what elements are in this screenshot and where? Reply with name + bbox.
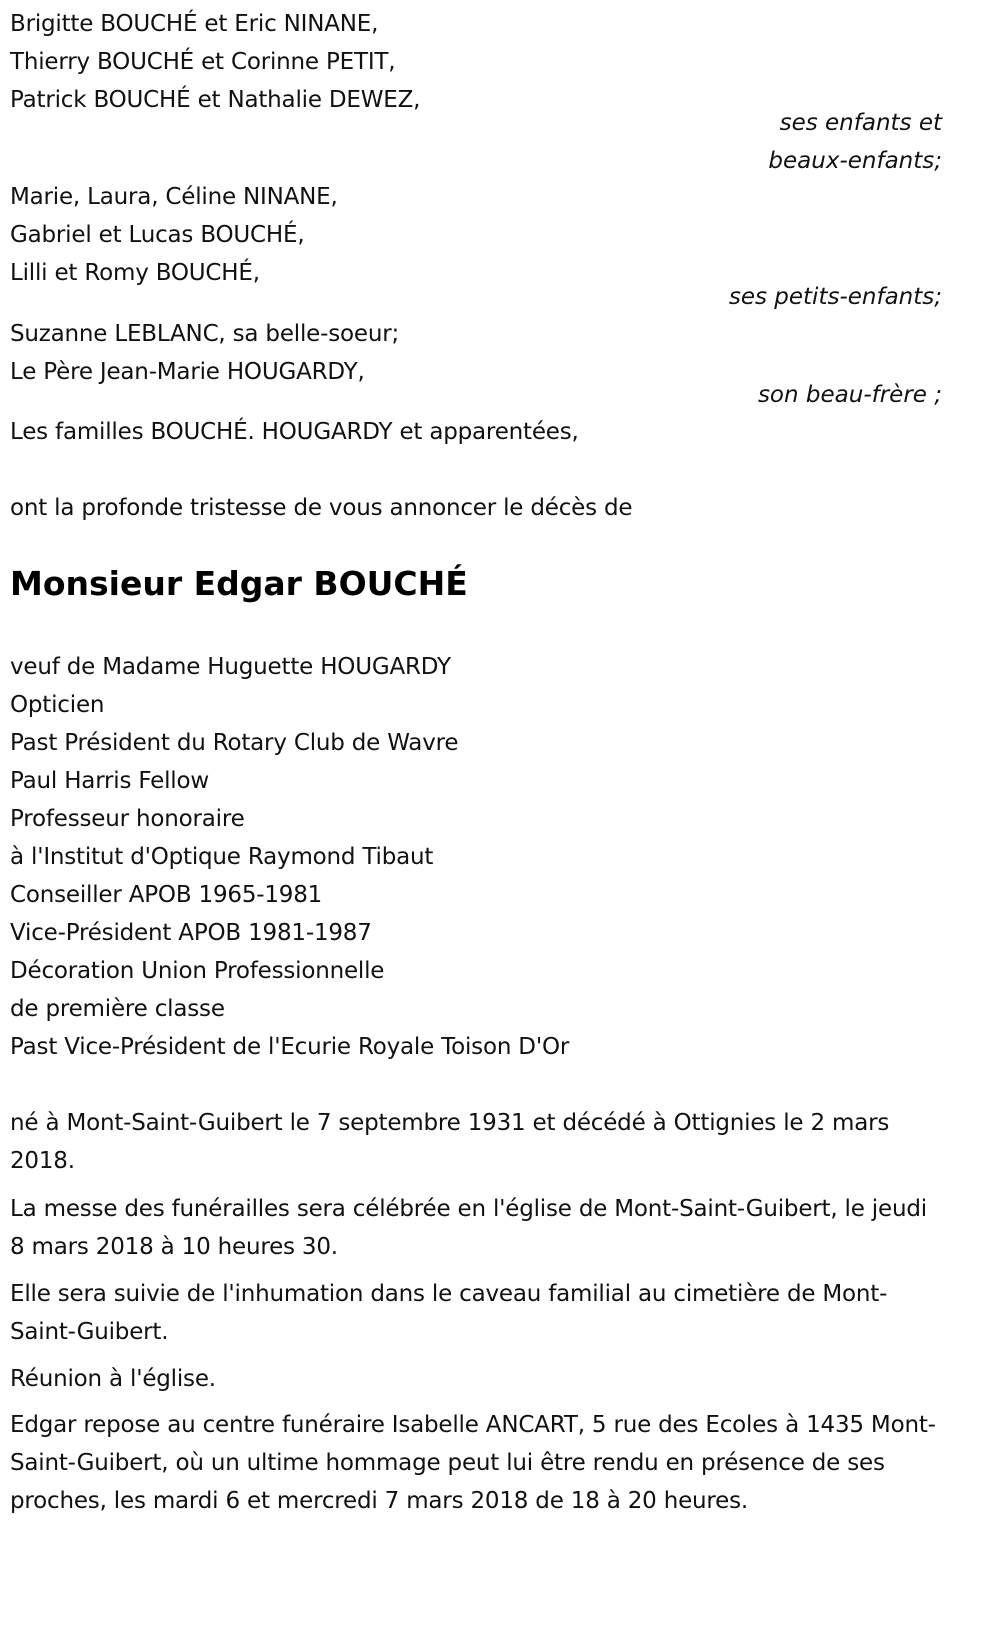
burial-paragraph: Elle sera suivie de l'inhumation dans le caveau familial au cimetière de Mont-Saint-Guibert. — [10, 1281, 888, 1345]
deceased-name-heading: Monsieur Edgar BOUCHÉ — [10, 564, 468, 603]
grandchildren-label: ses petits-enfants; — [728, 284, 942, 310]
child-line: Thierry BOUCHÉ et Corinne PETIT, — [10, 49, 396, 75]
mass-paragraph: La messe des funérailles sera célébrée en l'église de Mont-Saint-Guibert, le jeudi 8 mars 2018 à 10 heures 30. — [10, 1196, 927, 1260]
birth-death-paragraph: né à Mont-Saint-Guibert le 7 septembre 1931 et décédé à Ottignies le 2 mars 2018. — [10, 1110, 890, 1174]
brother-in-law-label: son beau-frère ; — [757, 382, 942, 408]
grandchild-line: Gabriel et Lucas BOUCHÉ, — [10, 222, 305, 248]
title-line: à l'Institut d'Optique Raymond Tibaut — [10, 844, 434, 870]
title-line: Opticien — [10, 692, 105, 718]
children-label-continued: beaux-enfants; — [768, 148, 942, 174]
families-line: Les familles BOUCHÉ. HOUGARDY et apparentées, — [10, 419, 579, 445]
grandchild-line: Lilli et Romy BOUCHÉ, — [10, 260, 260, 286]
announcement-text: ont la profonde tristesse de vous annoncer le décès de — [10, 495, 633, 521]
title-line: veuf de Madame Huguette HOUGARDY — [10, 654, 451, 680]
title-line: Décoration Union Professionnelle — [10, 958, 385, 984]
children-label: ses enfants et — [779, 110, 942, 136]
title-line: de première classe — [10, 996, 225, 1022]
title-line: Past Président du Rotary Club de Wavre — [10, 730, 459, 756]
title-line: Conseiller APOB 1965-1981 — [10, 882, 323, 908]
title-line: Paul Harris Fellow — [10, 768, 209, 794]
title-line: Vice-Président APOB 1981-1987 — [10, 920, 372, 946]
title-line: Past Vice-Président de l'Ecurie Royale Toison D'Or — [10, 1034, 570, 1060]
visitation-paragraph: Edgar repose au centre funéraire Isabelle ANCART, 5 rue des Ecoles à 1435 Mont-Saint-Guibert, où un ultime hommage peut lui être rendu en présence de ses proches, les mardi 6 et mercredi 7 mars 2018 de 18 à 20 heures. — [10, 1412, 936, 1514]
title-line: Professeur honoraire — [10, 806, 245, 832]
reunion-paragraph: Réunion à l'église. — [10, 1366, 216, 1392]
child-line: Patrick BOUCHÉ et Nathalie DEWEZ, — [10, 87, 421, 113]
brother-in-law-line: Le Père Jean-Marie HOUGARDY, — [10, 359, 365, 385]
sister-in-law-line: Suzanne LEBLANC, sa belle-soeur; — [10, 321, 400, 347]
grandchild-line: Marie, Laura, Céline NINANE, — [10, 184, 338, 210]
child-line: Brigitte BOUCHÉ et Eric NINANE, — [10, 11, 379, 37]
